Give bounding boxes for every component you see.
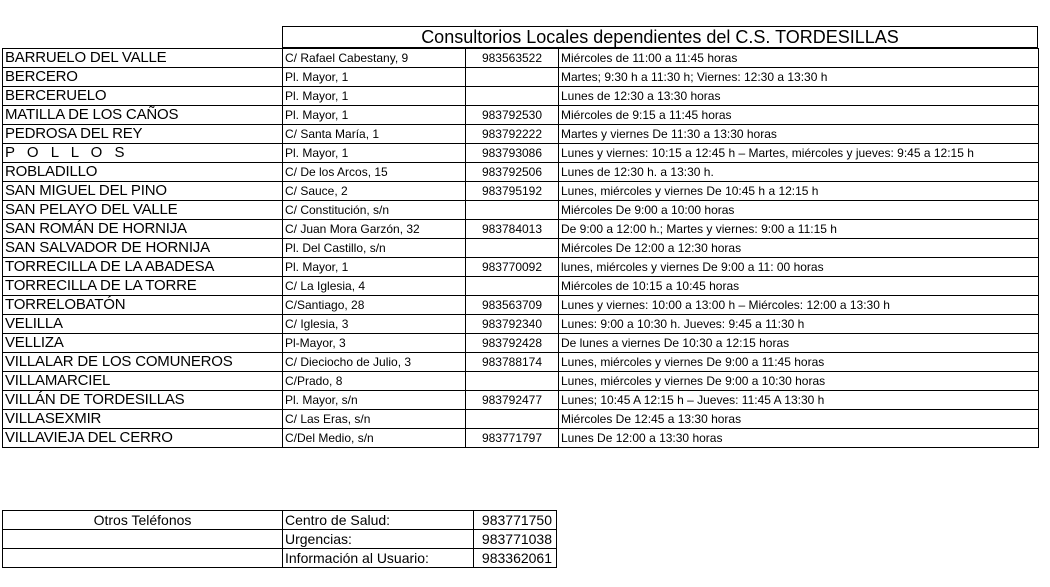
consultorio-name: SAN ROMÁN DE HORNIJA (3, 220, 283, 239)
table-row (3, 334, 1039, 353)
consultorio-address: C/ Rafael Cabestany, 9 (283, 49, 466, 68)
consultorio-hours: De 9:00 a 12:00 h.; Martes y viernes: 9:00 a 11:15 h (559, 220, 1039, 239)
consultorio-address: C/ Constitución, s/n (283, 201, 466, 220)
consultorio-phone: 983563522 (466, 49, 559, 68)
consultorio-hours: Lunes; 10:45 A 12:15 h – Jueves: 11:45 A 13:30 h (559, 391, 1039, 410)
consultorio-name: VILLALAR DE LOS COMUNEROS (3, 353, 283, 372)
table-row (3, 258, 1039, 277)
consultorio-hours: Martes; 9:30 h a 11:30 h; Viernes: 12:30 a 13:30 h (559, 68, 1039, 87)
consultorio-name: TORRECILLA DE LA TORRE (3, 277, 283, 296)
table-row (3, 239, 1039, 258)
consultorio-hours: Lunes, miércoles y viernes De 9:00 a 10:30 horas (559, 372, 1039, 391)
consultorio-hours: Lunes De 12:00 a 13:30 horas (559, 429, 1039, 448)
consultorio-name: VELILLA (3, 315, 283, 334)
empty-cell (3, 549, 283, 568)
consultorio-hours: Lunes de 12:30 a 13:30 horas (559, 87, 1039, 106)
consultorio-address: C/Del Medio, s/n (283, 429, 466, 448)
consultorio-phone: 983792428 (466, 334, 559, 353)
consultorio-phone: 983795192 (466, 182, 559, 201)
consultorio-address: C/ Iglesia, 3 (283, 315, 466, 334)
empty-cell (3, 530, 283, 549)
service-phone: 983771750 (474, 511, 557, 530)
consultorio-phone: 983792506 (466, 163, 559, 182)
consultorio-phone: 983788174 (466, 353, 559, 372)
consultorio-hours: Lunes y viernes: 10:00 a 13:00 h – Miércoles: 12:00 a 13:30 h (559, 296, 1039, 315)
consultorio-name: PEDROSA DEL REY (3, 125, 283, 144)
table-row (3, 106, 1039, 125)
consultorio-phone: 983784013 (466, 220, 559, 239)
table-row (3, 296, 1039, 315)
consultorio-address: C/Santiago, 28 (283, 296, 466, 315)
consultorio-name: SAN MIGUEL DEL PINO (3, 182, 283, 201)
consultorio-name: VILLAVIEJA DEL CERRO (3, 429, 283, 448)
table-row (3, 49, 1039, 68)
table-row (3, 530, 557, 549)
consultorio-name: ROBLADILLO (3, 163, 283, 182)
consultorio-phone (466, 87, 559, 106)
sheet-title: Consultorios Locales dependientes del C.S. TORDESILLAS (282, 26, 1038, 48)
consultorio-name: VILLASEXMIR (3, 410, 283, 429)
consultorio-hours: De lunes a viernes De 10:30 a 12:15 horas (559, 334, 1039, 353)
consultorio-hours: Lunes, miércoles y viernes De 10:45 h a 12:15 h (559, 182, 1039, 201)
consultorio-name: TORRELOBATÓN (3, 296, 283, 315)
table-row (3, 87, 1039, 106)
consultorio-hours: Miércoles de 11:00 a 11:45 horas (559, 49, 1039, 68)
consultorio-name: VILLÁN DE TORDESILLAS (3, 391, 283, 410)
consultorio-address: C/ Juan Mora Garzón, 32 (283, 220, 466, 239)
table-row (3, 201, 1039, 220)
service-name: Centro de Salud: (283, 511, 474, 530)
consultorios-table (2, 48, 1039, 448)
consultorio-phone: 983792477 (466, 391, 559, 410)
service-name: Urgencias: (283, 530, 474, 549)
table-row (3, 410, 1039, 429)
consultorio-phone (466, 277, 559, 296)
consultorio-hours: Miércoles de 9:15 a 11:45 horas (559, 106, 1039, 125)
consultorio-name: MATILLA DE LOS CAÑOS (3, 106, 283, 125)
consultorio-phone: 983770092 (466, 258, 559, 277)
consultorio-hours: Miércoles De 12:45 a 13:30 horas (559, 410, 1039, 429)
table-row (3, 353, 1039, 372)
consultorio-phone (466, 410, 559, 429)
consultorio-address: Pl. Mayor, 1 (283, 68, 466, 87)
table-row (3, 315, 1039, 334)
consultorio-phone (466, 239, 559, 258)
consultorio-address: Pl. Mayor, 1 (283, 87, 466, 106)
consultorio-address: C/ De los Arcos, 15 (283, 163, 466, 182)
consultorio-name: P O L L O S (3, 144, 283, 163)
consultorio-hours: Lunes de 12:30 h. a 13:30 h. (559, 163, 1039, 182)
table-row (3, 429, 1039, 448)
service-phone: 983362061 (474, 549, 557, 568)
table-row (3, 163, 1039, 182)
consultorio-name: VILLAMARCIEL (3, 372, 283, 391)
consultorio-name: VELLIZA (3, 334, 283, 353)
table-row (3, 125, 1039, 144)
consultorio-hours: Lunes y viernes: 10:15 a 12:45 h – Martes, miércoles y jueves: 9:45 a 12:15 h (559, 144, 1039, 163)
table-row (3, 220, 1039, 239)
consultorio-address: C/ La Iglesia, 4 (283, 277, 466, 296)
consultorio-address: C/ Sauce, 2 (283, 182, 466, 201)
consultorio-phone (466, 68, 559, 87)
table-row (3, 182, 1039, 201)
consultorio-phone: 983792222 (466, 125, 559, 144)
consultorio-address: Pl. Mayor, s/n (283, 391, 466, 410)
consultorio-phone (466, 201, 559, 220)
otros-telefonos-label: Otros Teléfonos (3, 511, 283, 530)
consultorio-hours: Lunes, miércoles y viernes De 9:00 a 11:45 horas (559, 353, 1039, 372)
consultorio-phone: 983563709 (466, 296, 559, 315)
consultorio-phone (466, 372, 559, 391)
consultorio-address: Pl. Mayor, 1 (283, 258, 466, 277)
consultorio-name: BARRUELO DEL VALLE (3, 49, 283, 68)
consultorio-hours: Miércoles de 10:15 a 10:45 horas (559, 277, 1039, 296)
consultorio-hours: Miércoles De 12:00 a 12:30 horas (559, 239, 1039, 258)
consultorio-phone: 983792340 (466, 315, 559, 334)
table-row (3, 511, 557, 530)
consultorio-address: C/ Dieciocho de Julio, 3 (283, 353, 466, 372)
consultorio-address: Pl. Mayor, 1 (283, 144, 466, 163)
service-name: Información al Usuario: (283, 549, 474, 568)
consultorio-address: C/Prado, 8 (283, 372, 466, 391)
consultorio-hours: Martes y viernes De 11:30 a 13:30 horas (559, 125, 1039, 144)
consultorio-address: Pl-Mayor, 3 (283, 334, 466, 353)
consultorio-phone: 983771797 (466, 429, 559, 448)
consultorio-phone: 983793086 (466, 144, 559, 163)
table-row (3, 144, 1039, 163)
consultorio-address: C/ Las Eras, s/n (283, 410, 466, 429)
consultorio-name: TORRECILLA DE LA ABADESA (3, 258, 283, 277)
service-phone: 983771038 (474, 530, 557, 549)
otros-telefonos-table (2, 510, 557, 568)
table-row (3, 372, 1039, 391)
consultorio-name: SAN SALVADOR DE HORNIJA (3, 239, 283, 258)
table-row (3, 277, 1039, 296)
table-row (3, 549, 557, 568)
table-row (3, 391, 1039, 410)
consultorio-address: Pl. Mayor, 1 (283, 106, 466, 125)
consultorio-name: SAN PELAYO DEL VALLE (3, 201, 283, 220)
consultorio-address: Pl. Del Castillo, s/n (283, 239, 466, 258)
consultorio-hours: Lunes: 9:00 a 10:30 h. Jueves: 9:45 a 11:30 h (559, 315, 1039, 334)
table-row (3, 68, 1039, 87)
consultorio-name: BERCERUELO (3, 87, 283, 106)
consultorio-hours: Miércoles De 9:00 a 10:00 horas (559, 201, 1039, 220)
consultorio-hours: lunes, miércoles y viernes De 9:00 a 11: 00 horas (559, 258, 1039, 277)
consultorio-address: C/ Santa María, 1 (283, 125, 466, 144)
consultorio-phone: 983792530 (466, 106, 559, 125)
consultorio-name: BERCERO (3, 68, 283, 87)
